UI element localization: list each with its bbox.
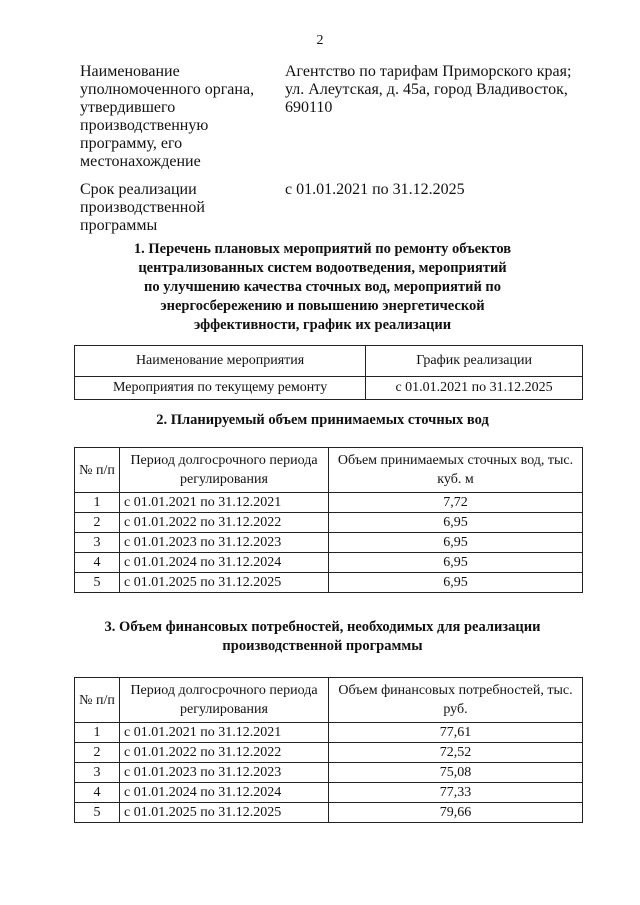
label-line: Срок реализации [80,181,197,198]
period-cell: с 01.01.2023 по 31.12.2023 [120,533,329,553]
column-header: Объем финансовых потребностей, тыс. руб. [329,678,583,723]
value-cell: 6,95 [329,513,583,533]
title-line: производственной программы [222,638,423,654]
row-number: 3 [75,533,120,553]
title-line: по улучшению качества сточных вод, мероприятий по [143,279,502,295]
activity-cell: Мероприятия по текущему ремонту [75,377,366,400]
table-row [75,553,583,573]
section3-title [60,618,585,656]
period-cell: с 01.01.2022 по 31.12.2022 [120,513,329,533]
title-line: 3. Объем финансовых потребностей, необходимых для реализации [104,619,541,635]
label-line: местонахождение [80,153,201,170]
period-cell: с 01.01.2025 по 31.12.2025 [120,803,329,823]
period-cell: с 01.01.2024 по 31.12.2024 [120,783,329,803]
period-cell: с 01.01.2025 по 31.12.2025 [120,573,329,593]
value-cell: 77,33 [329,783,583,803]
row-number: 2 [75,743,120,763]
value-cell: 75,08 [329,763,583,783]
title-line: 2. Планируемый объем принимаемых сточных вод [156,412,489,428]
value-cell: 77,61 [329,723,583,743]
schedule-cell: с 01.01.2021 по 31.12.2025 [366,377,583,400]
value-line: 690110 [285,99,333,116]
period-cell: с 01.01.2022 по 31.12.2022 [120,743,329,763]
row-number: 1 [75,723,120,743]
table-row [75,783,583,803]
row-number: 5 [75,803,120,823]
label-line: производственной программы [80,199,205,234]
column-header: Наименование мероприятия [75,346,366,377]
column-header: График реализации [366,346,583,377]
title-line: 1. Перечень плановых мероприятий по ремонту объектов [133,241,512,257]
label-line: Наименование [80,63,180,80]
table-row [75,743,583,763]
row-number: 5 [75,573,120,593]
table-row [75,573,583,593]
column-header: Период долгосрочного периода регулирования [120,448,329,493]
value-cell: 6,95 [329,553,583,573]
period-cell: с 01.01.2021 по 31.12.2021 [120,493,329,513]
value-line: ул. Алеутская, д. 45а, город Владивосток, [285,81,568,98]
period-cell: с 01.01.2023 по 31.12.2023 [120,763,329,783]
table-row [75,377,583,400]
label-line: уполномоченного органа, [80,81,255,98]
page-number: 2 [316,33,324,48]
authority-value [285,63,585,117]
row-number: 2 [75,513,120,533]
label-line: утвердившего [80,99,176,116]
title-line: централизованных систем водоотведения, мероприятий [138,260,507,276]
authority-label [80,63,280,171]
table-row [75,533,583,553]
table-row [75,723,583,743]
column-header: Период долгосрочного периода регулирования [120,678,329,723]
section1-title [60,240,585,335]
table-row [75,763,583,783]
label-line: программу, его [80,135,183,152]
value-cell: 6,95 [329,573,583,593]
term-label [80,181,280,235]
title-line: эффективности, график их реализации [193,317,452,333]
row-number: 1 [75,493,120,513]
table-header-row [75,448,583,493]
value-cell: 7,72 [329,493,583,513]
column-header: № п/п [75,678,120,723]
financial-needs-table [74,677,583,823]
value-line: Агентство по тарифам Приморского края; [285,63,572,80]
table-row [75,493,583,513]
row-number: 3 [75,763,120,783]
value-cell: 6,95 [329,533,583,553]
wastewater-volume-table [74,447,583,593]
table-header-row [75,678,583,723]
activities-table [74,345,583,400]
value-cell: 72,52 [329,743,583,763]
value-cell: 79,66 [329,803,583,823]
table-header-row [75,346,583,377]
value-line: с 01.01.2021 по 31.12.2025 [285,181,465,198]
column-header: Объем принимаемых сточных вод, тыс. куб. м [329,448,583,493]
table-row [75,803,583,823]
term-value [285,181,585,199]
period-cell: с 01.01.2021 по 31.12.2021 [120,723,329,743]
label-line: производственную [80,117,209,134]
title-line: энергосбережению и повышению энергетической [160,298,485,314]
column-header: № п/п [75,448,120,493]
row-number: 4 [75,783,120,803]
period-cell: с 01.01.2024 по 31.12.2024 [120,553,329,573]
table-row [75,513,583,533]
section2-title [60,411,585,430]
row-number: 4 [75,553,120,573]
